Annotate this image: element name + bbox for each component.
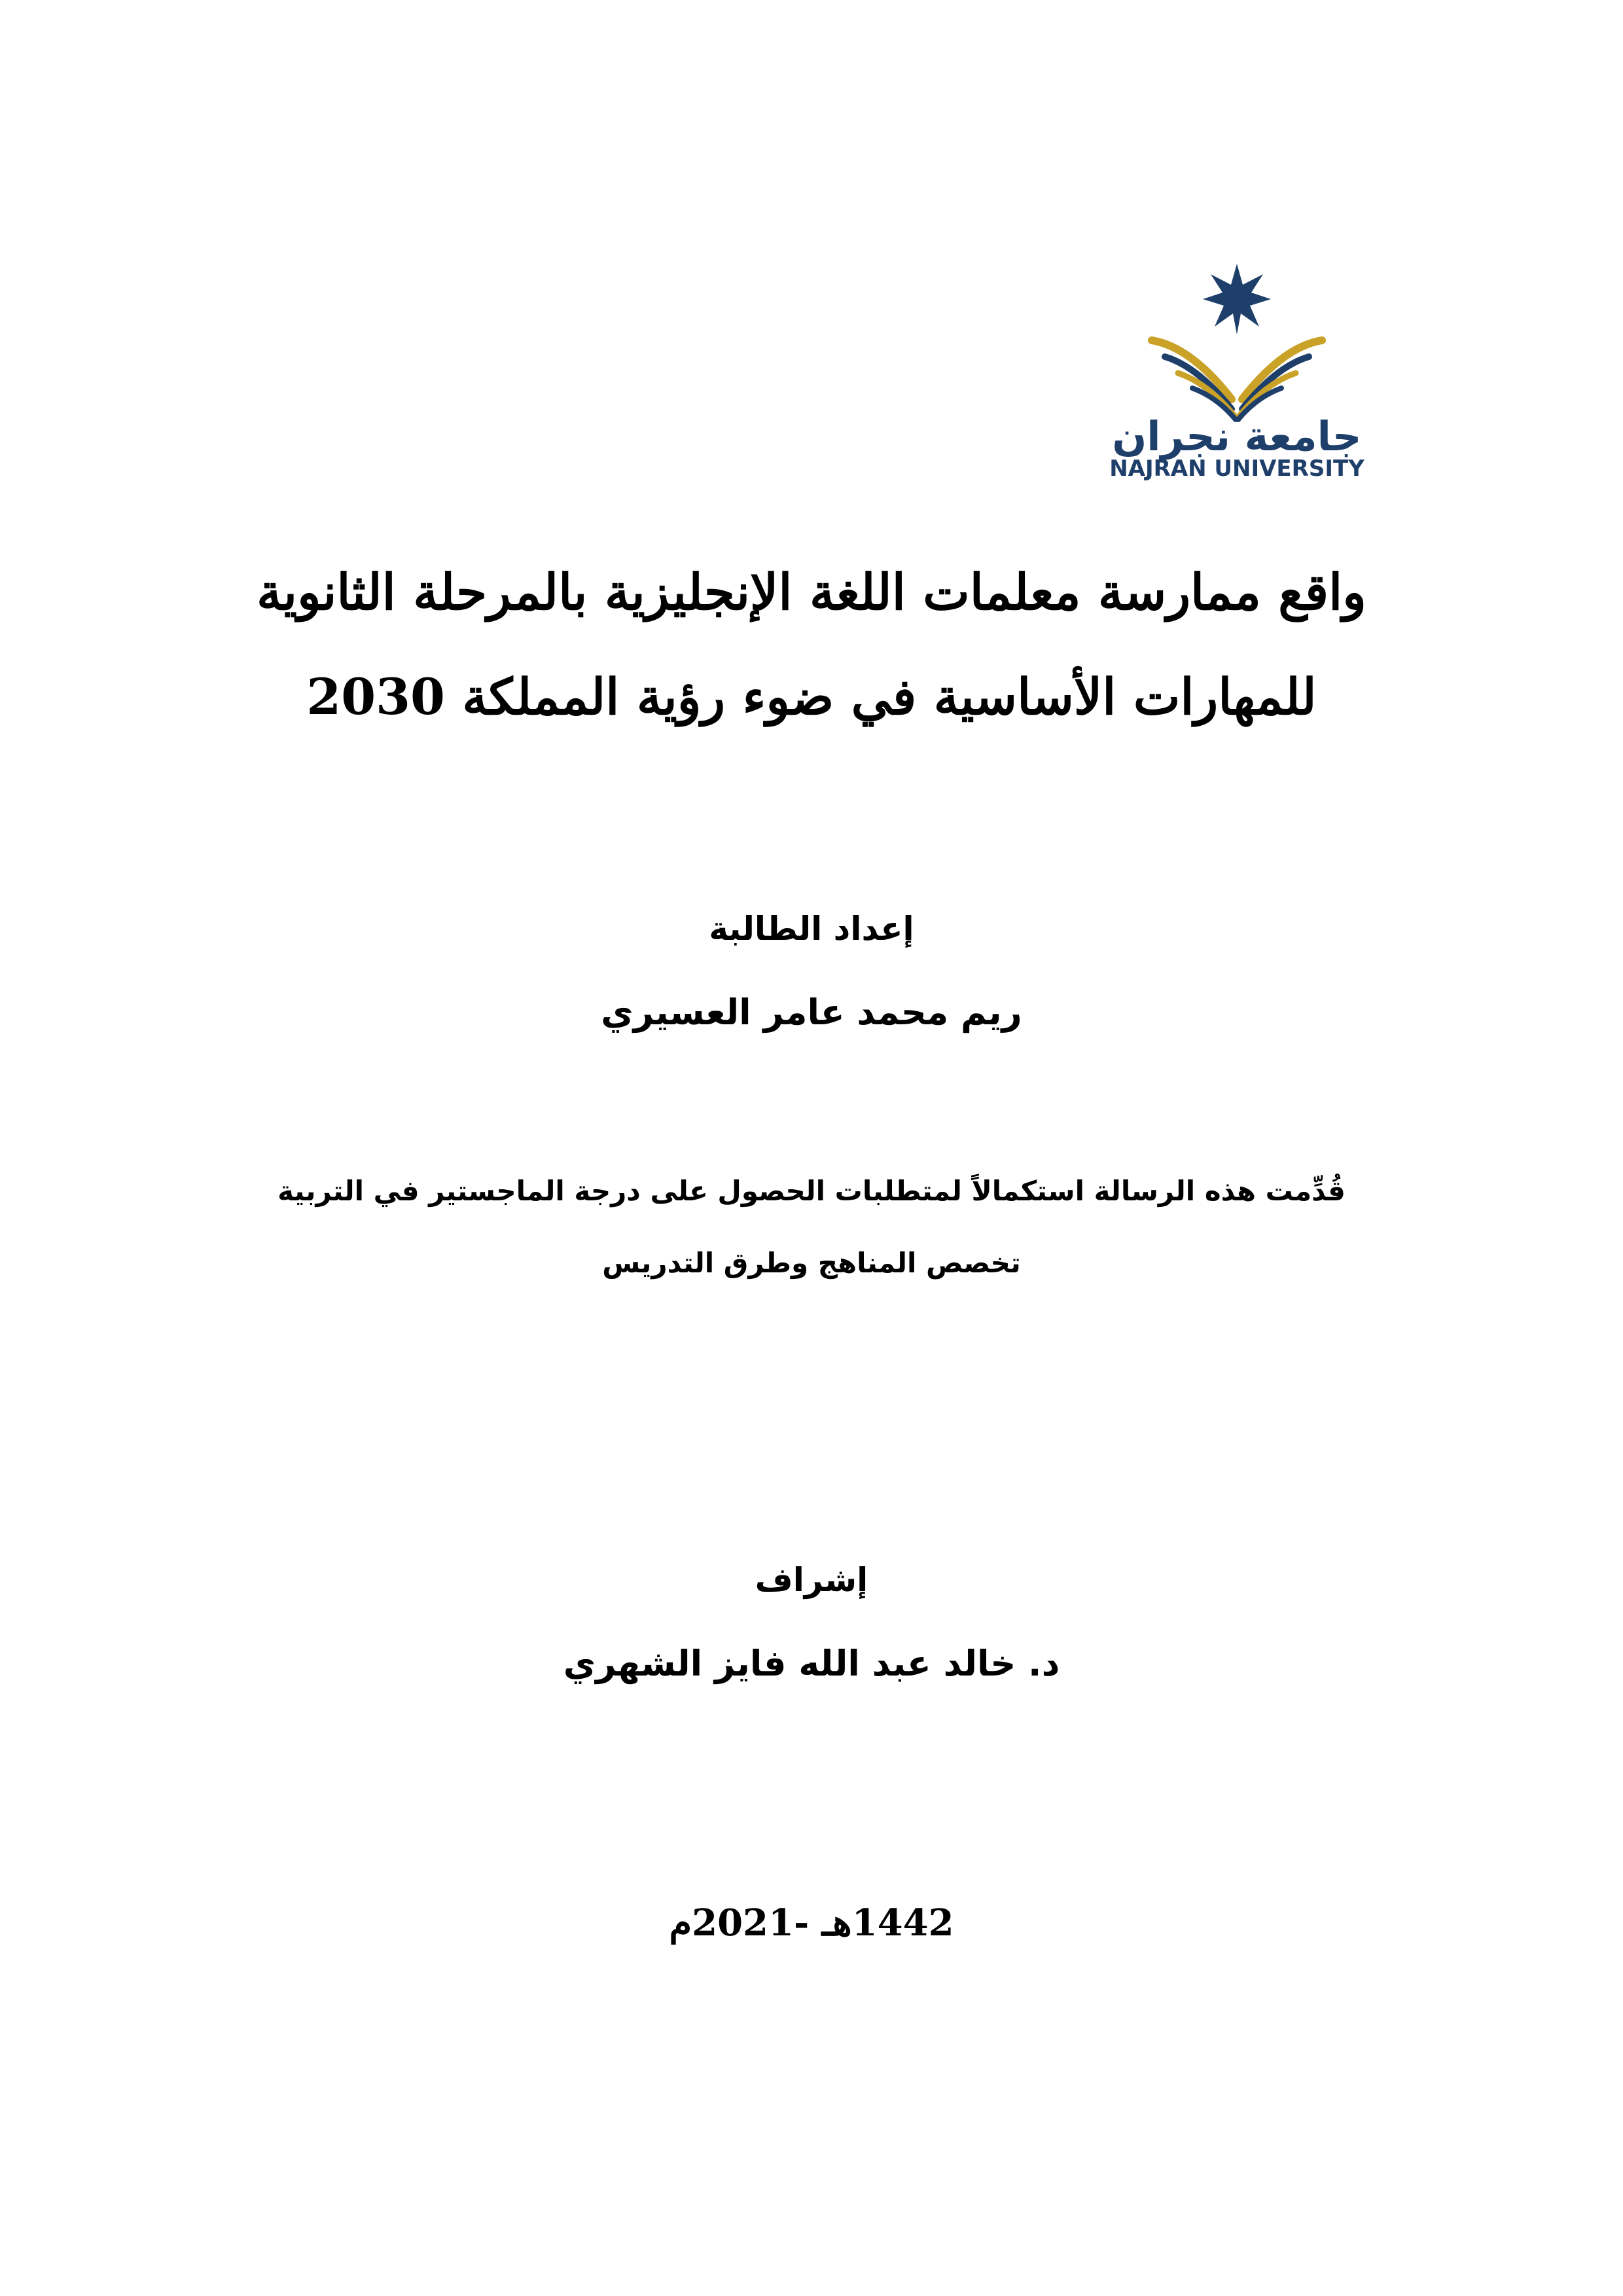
najran-university-logo (1080, 259, 1394, 481)
logo-arabic-name: جامعة نجران (1112, 412, 1362, 460)
student-name: ريم محمد عامر العسيري (601, 992, 1022, 1033)
supervision-label: إشراف (755, 1561, 868, 1599)
submission-statement: قُدِّمت هذه الرسالة استكمالاً لمتطلبات الحصول على درجة الماجستير في التربية (277, 1175, 1346, 1207)
submission-date: 1442هـ -2021م (669, 1901, 954, 1945)
university-emblem-icon (1080, 259, 1394, 481)
thesis-title-line-1: واقع ممارسة معلمات اللغة الإنجليزية بالمرحلة الثانوية (257, 563, 1366, 621)
preparation-label: إعداد الطالبة (709, 910, 914, 948)
specialization: تخصص المناهج وطرق التدريس (602, 1247, 1021, 1279)
supervisor-name: د. خالد عبد الله فايز الشهري (563, 1643, 1060, 1684)
logo-english-name: NAJRAN UNIVERSITY (1109, 456, 1364, 481)
thesis-title-line-2: للمهارات الأساسية في ضوء رؤية المملكة 2030 (306, 668, 1317, 726)
